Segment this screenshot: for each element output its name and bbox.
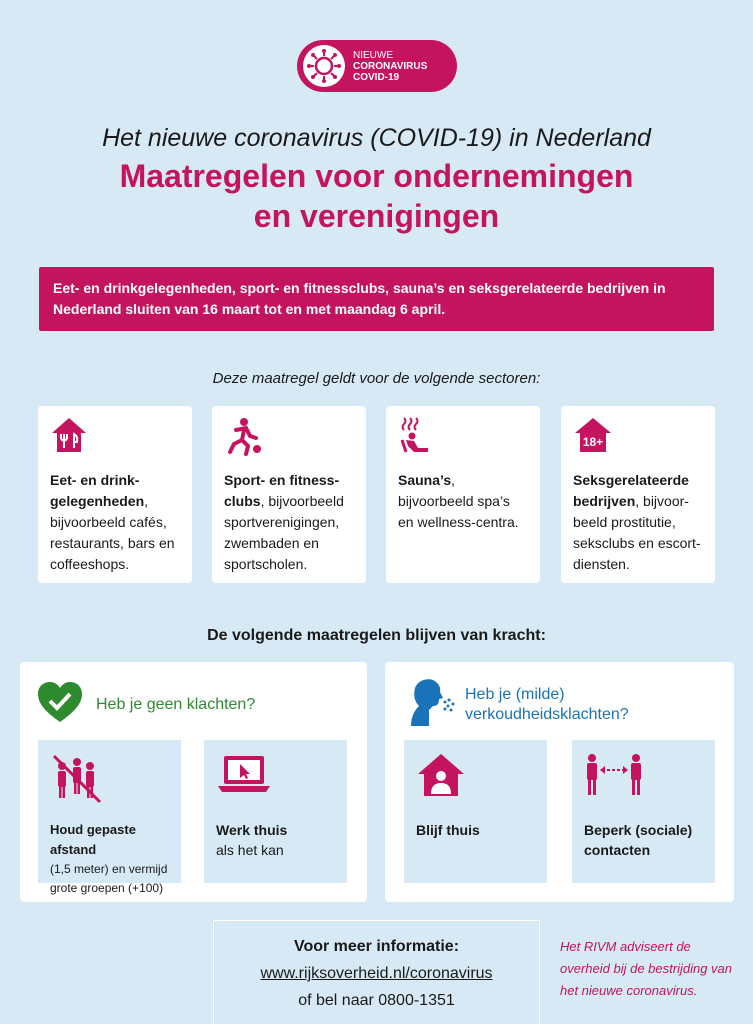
keep-distance-title: Houd gepaste afstand	[50, 822, 136, 857]
tile-work-home	[204, 740, 347, 883]
tile-stay-home	[404, 740, 547, 883]
sector-card-sport	[212, 406, 366, 583]
info-phone: of bel naar 0800-1351	[298, 992, 455, 1009]
mild-heading-line1: Heb je (milde)	[465, 685, 565, 703]
stay-home-title: Blijf thuis	[416, 822, 480, 838]
no-symptoms-heading: Heb je geen klachten?	[96, 695, 256, 713]
info-link[interactable]: www.rijksoverheid.nl/coronavirus	[260, 965, 493, 982]
panel-mild-symptoms	[385, 662, 734, 902]
sector-food-desc: , bijvoorbeeld cafés, restaurants, bars en coffeeshops.	[50, 493, 175, 572]
panel-no-symptoms	[20, 662, 367, 902]
sector-card-sauna	[386, 406, 540, 583]
closure-banner: Eet- en drinkgelegenheden, sport- en fitnessclubs, sauna’s en seksgerelateerde bedrijven in Nederland sluiten van 16 maart tot en met maandag 6 april.	[39, 267, 714, 331]
social-distance-icon	[584, 752, 703, 806]
restaurant-icon	[50, 416, 180, 456]
adult-icon	[573, 416, 703, 456]
sauna-icon	[398, 416, 528, 456]
title-line2: en verenigingen	[253, 198, 500, 234]
sector-adult-desc: , bijvoor-beeld prostitutie, seksclubs en escort-diensten.	[573, 493, 701, 572]
info-box	[213, 920, 540, 1024]
badge-line1: NIEUWE	[353, 49, 393, 61]
heart-check-icon	[36, 680, 84, 729]
sector-card-adult	[561, 406, 715, 583]
house-person-icon	[416, 752, 535, 806]
title-line1: Maatregelen voor ondernemingen	[119, 158, 634, 194]
covid-badge	[297, 40, 457, 92]
measures-title: De volgende maatregelen blijven van kracht:	[207, 627, 546, 644]
sport-icon	[224, 416, 354, 456]
tile-limit-contacts	[572, 740, 715, 883]
keep-distance-desc: (1,5 meter) en vermijd grote groepen (+100)	[50, 862, 168, 895]
sector-card-food	[38, 406, 192, 583]
sneezing-person-icon	[401, 676, 457, 733]
rivm-note: Het RIVM adviseert de overheid bij de bestrijding van het nieuwe coronavirus.	[560, 939, 732, 998]
tile-keep-distance	[38, 740, 181, 895]
mild-heading-line2: verkoudheidsklachten?	[465, 705, 629, 723]
no-groups-icon	[50, 752, 169, 806]
sector-food-name: Eet- en drink-gelegenheden	[50, 472, 145, 509]
sector-sport-name: Sport- en fitness-clubs	[224, 472, 340, 509]
adult-badge-text: 18+	[582, 435, 604, 449]
virus-icon	[303, 45, 345, 87]
sector-sport-desc: , bijvoorbeeld sportverenigingen, zwembaden en sportscholen.	[224, 493, 344, 572]
page-subtitle: Het nieuwe coronavirus (COVID-19) in Nederland	[102, 124, 651, 152]
badge-line3: COVID-19	[353, 71, 400, 83]
work-home-desc: als het kan	[216, 842, 284, 858]
page-title	[0, 156, 753, 236]
laptop-icon	[216, 752, 335, 806]
mild-symptoms-heading	[465, 685, 629, 725]
limit-contacts-title: Beperk (sociale) contacten	[584, 822, 693, 858]
sector-sauna-name: Sauna’s	[398, 472, 452, 488]
badge-line2: CORONAVIRUS	[353, 60, 428, 72]
sectors-intro: Deze maatregel geldt voor de volgende sectoren:	[212, 370, 541, 387]
info-heading: Voor meer informatie:	[293, 938, 460, 955]
sector-sauna-desc: , bijvoorbeeld spa’s en wellness-centra.	[398, 472, 519, 530]
sector-adult-name: Seksgerelateerde bedrijven	[573, 472, 689, 509]
work-home-title: Werk thuis	[216, 822, 288, 838]
